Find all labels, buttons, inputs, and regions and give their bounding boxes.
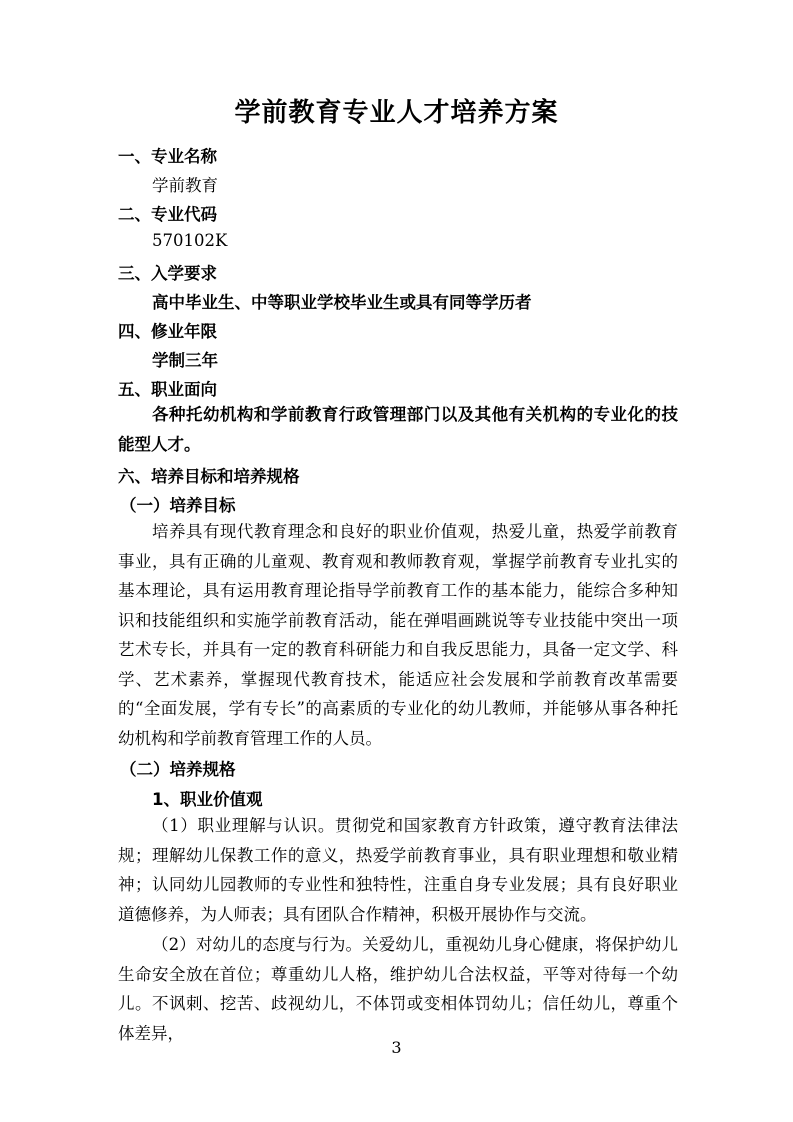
spec-paragraph-1: （1）职业理解与认识。贯彻党和国家教育方针政策，遵守教育法律法规；理解幼儿保教工作的意义，热爱学前教育事业，具有职业理想和敬业精神；认同幼儿园教师的专业性和独特性，注重自身专业发展；具有良好职业道德修养，为人师表；具有团队合作精神，积极开展协作与交流。 xyxy=(118,816,678,924)
section-heading-major-code: 二、专业代码 xyxy=(118,205,217,224)
section-heading-admission: 三、入学要求 xyxy=(118,264,217,283)
career-value: 各种托幼机构和学前教育行政管理部门以及其他有关机构的专业化的技能型人才。 xyxy=(118,405,678,454)
major-name-value: 学前教育 xyxy=(152,176,218,195)
page-number: 3 xyxy=(391,1038,402,1057)
major-code-value: 570102K xyxy=(152,231,228,250)
section-heading-duration: 四、修业年限 xyxy=(118,322,217,341)
section-heading-major-name: 一、专业名称 xyxy=(118,147,217,166)
subsection-heading-objective: （一）培养目标 xyxy=(120,496,236,515)
document-title: 学前教育专业人才培养方案 xyxy=(234,98,559,128)
spec-heading-values: 1、职业价值观 xyxy=(152,790,263,809)
admission-value: 高中毕业生、中等职业学校毕业生或具有同等学历者 xyxy=(152,293,532,312)
objective-paragraph: 培养具有现代教育理念和良好的职业价值观，热爱儿童，热爱学前教育事业，具有正确的儿童观、教育观和教师教育观，掌握学前教育专业扎实的基本理论，具有运用教育理论指导学前教育工作的基本能力，能综合多种知识和技能组织和实施学前教育活动，能在弹唱画跳说等专业技能中突出一项艺术专长，并具有一定的教育科研能力和自我反思能力，具备一定文学、科学、艺术素养，掌握现代教育技术，能适应社会发展和学前教育改革需要的“全面发展，学有专长”的高素质的专业化的幼儿教师，并能够从事各种托幼机构和学前教育管理工作的人员。 xyxy=(118,522,678,748)
section-heading-objectives: 六、培养目标和培养规格 xyxy=(118,467,300,486)
section-heading-career: 五、职业面向 xyxy=(118,380,217,399)
duration-value: 学制三年 xyxy=(152,351,218,370)
spec-paragraph-2: （2）对幼儿的态度与行为。关爱幼儿，重视幼儿身心健康，将保护幼儿生命安全放在首位；尊重幼儿人格，维护幼儿合法权益，平等对待每一个幼儿。不讽刺、挖苦、歧视幼儿，不体罚或变相体罚幼儿；信任幼儿，尊重个体差异， xyxy=(118,935,678,1043)
subsection-heading-specs: （二）培养规格 xyxy=(120,760,236,779)
